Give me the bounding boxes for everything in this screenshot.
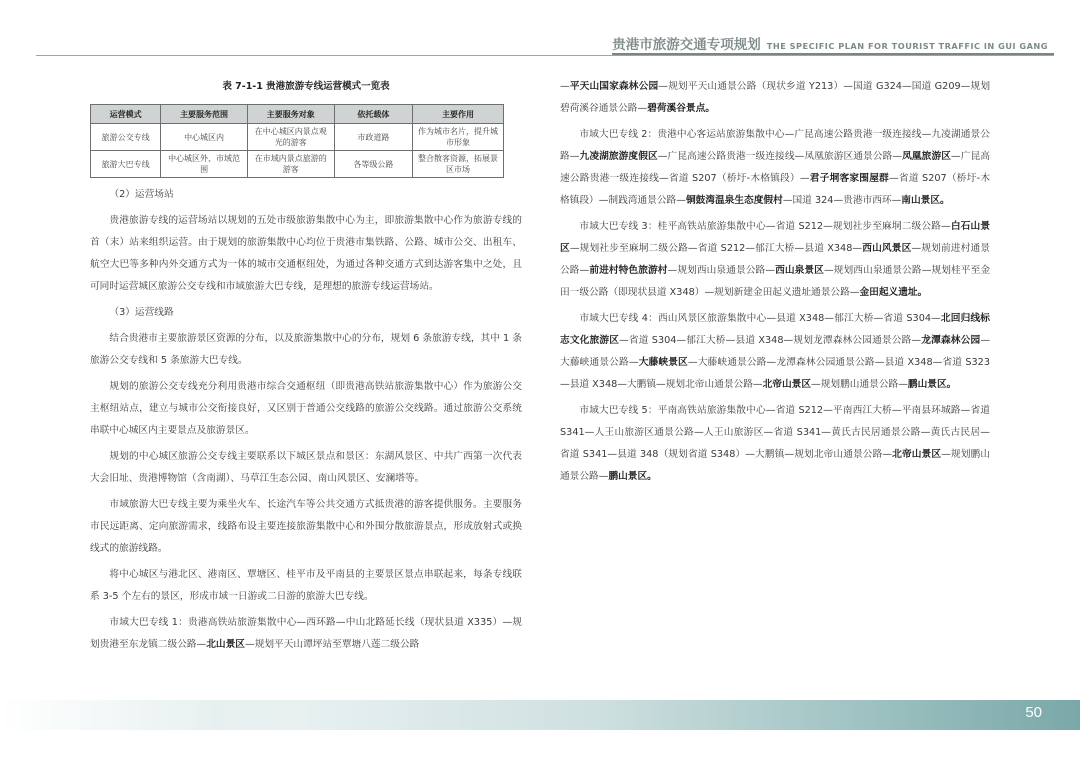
text-run: —规划社步至麻垌二级公路—省道 S212—郁江大桥—县道 X348— [569,243,863,254]
page-number: 50 [1025,704,1042,721]
left-column [90,76,522,660]
text-run: —规划鹏山通景公路— [811,379,908,390]
text-run: —规划前进村通景公路— [560,243,991,276]
route-paragraph-1-continued [560,76,990,120]
scenic-spot-name: 平天山国家森林公园 [569,81,659,92]
table-cell: 作为城市名片，提升城市形象 [413,124,504,151]
scenic-spot-name: 白石山景区 [560,221,991,254]
scenic-spot-name: 君子垌客家围屋群 [809,173,890,184]
text-run: 市域大巴专线 1：贵港高铁站旅游集散中心—西环路—中山北路延长线（现状县道 X335）—规划贵港至东龙镇二级公路— [90,617,522,650]
scenic-spot-name: 九凌湖旅游度假区 [579,151,658,162]
section-heading-routes: （3）运营线路 [109,307,174,318]
text-run: —广昆高速公路贵港一级连接线—凤凰旅游区通景公路— [657,151,903,162]
operation-mode-table [90,104,504,178]
scenic-spot-name: 西山风景区 [862,243,912,254]
scenic-spot-name: 龙潭森林公园 [921,335,981,346]
scenic-spot-name: 大藤峡景区 [638,357,688,368]
text-run: —大藤峡通景公路—龙潭森林公园通景公路—县道 X348—省道 S323—县道 X348—大鹏镇—规划北帝山通景公路— [560,357,990,390]
text-run: 市域大巴专线 5：平南高铁站旅游集散中心—省道 S212—平南西江大桥—平南县环城路—省道 S341—人王山旅游区通景公路—人王山旅游区—省道 S341—黄氏古民居通景公路—黄氏古民居—省道 S341—县道 348（规划省道 S348）—大鹏镇—规划北帝山通景公路— [560,405,990,460]
scenic-spot-name: 铜鼓湾温泉生态度假村 [685,195,783,206]
right-column [560,76,990,492]
text-run: —广昆高速公路贵港一级连接线—省道 S207（桥圩-木格镇段）— [560,151,991,184]
header-rule [36,55,1054,56]
scenic-spot-name: 南山景区。 [901,195,950,206]
table-row [91,124,504,151]
page-header [0,0,1080,62]
scenic-spot-name: 鹏山景区。 [907,379,957,390]
scenic-spot-name: 鹏山景区。 [608,471,657,482]
scenic-spot-name: 金田起义遗址。 [859,287,928,298]
column-header: 主要作用 [413,105,504,124]
text-run: 市域大巴专线 3：桂平高铁站旅游集散中心—省道 S212—规划社步至麻垌二级公路— [579,221,951,232]
paragraph: 结合贵港市主要旅游景区资源的分布，以及旅游集散中心的分布，规划 6 条旅游专线，其中 1 条旅游公交专线和 5 条旅游大巴专线。 [90,333,522,366]
text-run: 市域大巴专线 2：贵港中心客运站旅游集散中心—广昆高速公路贵港一级连接线—九凌湖通景公路— [560,129,990,162]
route-paragraph-1 [90,612,522,656]
table-header-row [91,105,504,124]
route-paragraph-3 [560,216,990,304]
table-cell: 在市域内景点旅游的游客 [247,151,334,178]
paragraph: 市域旅游大巴专线主要为乘坐火车、长途汽车等公共交通方式抵贵港的游客提供服务。主要服务市民远距离、定向旅游需求，线路布设主要连接旅游集散中心和外围分散旅游景点，形成放射式或换线式的旅游线路。 [90,499,522,554]
text-run: —规划西山泉通景公路— [667,265,775,276]
title-chinese: 贵港市旅游交通专项规划 [612,37,761,53]
paragraph: 贵港旅游专线的运营场站以规划的五处市级旅游集散中心为主，即旅游集散中心作为旅游专线的首（末）站来组织运营。由于规划的旅游集散中心均位于贵港市集铁路、公路、城市公交、出租车、航空大巴等多种内外交通方式为一体的城市交通枢纽处，为通过各种交通方式到达游客集中之处，且可同时运营城区旅游公交专线和市域旅游大巴专线，是理想的旅游专线运营场站。 [90,215,522,292]
text-run: —国道 324—贵港市西环— [782,195,902,206]
table-cell: 在中心城区内景点观光的游客 [247,124,334,151]
paragraph: 规划的旅游公交专线充分利用贵港市综合交通枢纽（即贵港高铁站旅游集散中心）作为旅游公交主枢纽站点，建立与城市公交衔接良好，又区别于普通公交线路的旅游公交线路。通过旅游公交系统串联中心城区内主要景点及旅游景区。 [90,381,522,436]
column-header: 运营模式 [91,105,161,124]
table-caption: 表 7-1-1 贵港旅游专线运营模式一览表 [222,81,390,92]
table-cell: 中心城区外、市域范围 [161,151,248,178]
column-header: 主要服务对象 [247,105,334,124]
title-english: THE SPECIFIC PLAN FOR TOURIST TRAFFIC IN GUI GANG [766,41,1048,51]
table-cell: 旅游大巴专线 [91,151,161,178]
text-run: —规划西山泉通景公路—规划桂平至金田一级公路（即现状县道 X348）—规划新建金田起义遗址通景公路— [560,265,991,298]
table-cell: 市政道路 [334,124,412,151]
text-run: 市域大巴专线 4：西山风景区旅游集散中心—县道 X348—郁江大桥—省道 S304— [579,313,941,324]
route-paragraph-5 [560,400,990,488]
scenic-spot-name: 北回归线标志文化旅游区 [560,313,990,346]
document-title [612,33,1048,53]
route-paragraph-2 [560,124,990,212]
paragraph: 将中心城区与港北区、港南区、覃塘区、桂平市及平南县的主要景区景点串联起来，每条专线联系 3-5 个左右的景区，形成市域一日游或二日游的旅游大巴专线。 [90,569,522,602]
table-cell: 旅游公交专线 [91,124,161,151]
scenic-spot-name: 北山景区 [206,639,245,650]
scenic-spot-name: 北帝山景区 [762,379,812,390]
scenic-spot-name: 前进村特色旅游村 [589,265,668,276]
text-run: — [560,81,570,92]
route-paragraph-4 [560,308,990,396]
section-heading-stations: （2）运营场站 [109,189,174,200]
scenic-spot-name: 西山泉景区 [774,265,824,276]
column-header: 依托载体 [334,105,412,124]
scenic-spot-name: 碧荷溪谷景点。 [647,103,715,114]
paragraph: 规划的中心城区旅游公交专线主要联系以下城区景点和景区：东湖风景区、中共广西第一次代表大会旧址、贵港博物馆（含南湖）、马草江生态公园、南山风景区、安澜塔等。 [90,451,522,484]
text-run: —大藤峡通景公路— [560,335,991,368]
text-run: —省道 S207（桥圩-木格镇段）—制践湾通景公路— [560,173,991,206]
table-row [91,151,504,178]
text-run: —规划平天山通景公路（现状乡道 Y213）—国道 G324—国道 G209—规划碧荷溪谷通景公路— [560,81,991,114]
column-header: 主要服务范围 [161,105,248,124]
footer-fade [0,700,360,730]
text-run: —规划鹏山通景公路— [560,449,991,482]
table-cell: 整合散客资源，拓展景区市场 [413,151,504,178]
text-run: —省道 S304—郁江大桥—县道 X348—规划龙潭森林公园通景公路— [619,335,922,346]
scenic-spot-name: 凤凰旅游区 [902,151,952,162]
table-cell: 中心城区内 [161,124,248,151]
table-cell: 各等级公路 [334,151,412,178]
scenic-spot-name: 北帝山景区 [892,449,942,460]
text-run: —规划平天山谭坪站至覃塘八莲二级公路 [245,639,420,650]
